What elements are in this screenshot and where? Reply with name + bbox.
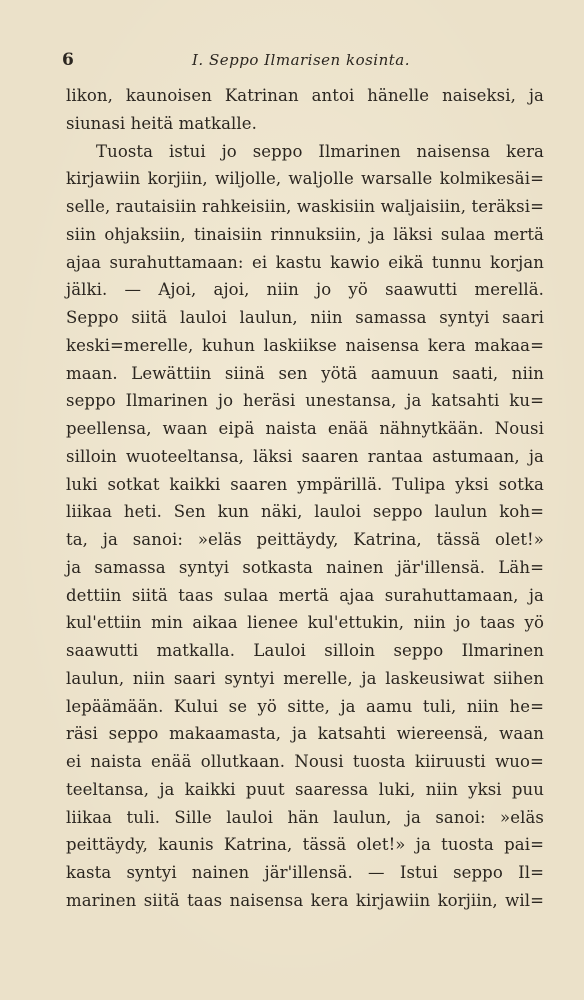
text-line: silloin wuoteeltansa, läksi saaren rantaa astumaan, ja (66, 446, 544, 466)
text-line: siunasi heitä matkalle. (66, 113, 258, 133)
running-head: I. Seppo Ilmarisen kosinta. (192, 51, 410, 69)
text-line: peellensa, waan eipä naista enää nähnytkään. Nousi (66, 419, 544, 438)
text-line: dettiin siitä taas sulaa mertä ajaa surahuttamaan, ja (66, 585, 544, 605)
text-line: ja samassa syntyi sotkasta nainen jär'illensä. Läh= (66, 557, 544, 577)
text-line: maan. Lewättiin siinä sen yötä aamuun saati, niin (66, 363, 544, 383)
text-line: ei naista enää ollutkaan. Nousi tuosta kiiruusti wuo= (66, 752, 544, 771)
text-line: Tuosta istui jo seppo Ilmarinen naisensa kera (96, 141, 544, 161)
text-line: saawutti matkalla. Lauloi silloin seppo Ilmarinen (66, 641, 544, 660)
text-line: marinen siitä taas naisensa kera kirjawiin korjiin, wil= (66, 890, 544, 910)
text-line: räsi seppo makaamasta, ja katsahti wiereensä, waan (66, 724, 544, 744)
text-line: kirjawiin korjiin, wiljolle, waljolle warsalle kolmikesäi= (66, 169, 544, 189)
text-line: teeltansa, ja kaikki puut saaressa luki, niin yksi puu (66, 779, 544, 799)
text-line: lepäämään. Kului se yö sitte, ja aamu tuli, niin he= (66, 696, 544, 716)
body-text (66, 82, 544, 915)
text-line: keski=merelle, kuhun laskiikse naisensa kera makaa= (66, 335, 544, 355)
text-line: selle, rautaisiin rahkeisiin, waskisiin waljaisiin, teräksi= (66, 197, 544, 216)
text-line: jälki. — Ajoi, ajoi, niin jo yö saawutti merellä. (66, 280, 544, 300)
text-line: likon, kaunoisen Katrinan antoi hänelle naiseksi, ja (66, 86, 544, 105)
text-line: ta, ja sanoi: »eläs peittäydy, Katrina, tässä olet!» (66, 530, 544, 549)
text-line: luki sotkat kaikki saaren ympärillä. Tulipa yksi sotka (66, 474, 544, 494)
text-line: liikaa heti. Sen kun näki, lauloi seppo laulun koh= (66, 502, 544, 522)
text-line: kul'ettiin min aikaa lienee kul'ettukin, niin jo taas yö (66, 613, 544, 633)
text-line: Seppo siitä lauloi laulun, niin samassa syntyi saari (66, 308, 544, 327)
page-header (62, 50, 542, 72)
text-line: ajaa surahuttamaan: ei kastu kawio eikä tunnu korjan (66, 252, 544, 272)
text-line: liikaa tuli. Sille lauloi hän laulun, ja sanoi: »eläs (66, 807, 544, 827)
text-line: seppo Ilmarinen jo heräsi unestansa, ja katsahti ku= (66, 391, 544, 411)
text-line: peittäydy, kaunis Katrina, tässä olet!» ja tuosta pai= (66, 835, 544, 855)
text-line: laulun, niin saari syntyi merelle, ja laskeusiwat siihen (66, 668, 544, 688)
text-line: siin ohjaksiin, tinaisiin rinnuksiin, ja läksi sulaa mertä (66, 224, 544, 244)
page-number: 6 (62, 50, 74, 70)
text-line: kasta syntyi nainen jär'illensä. — Istui seppo Il= (66, 863, 544, 882)
